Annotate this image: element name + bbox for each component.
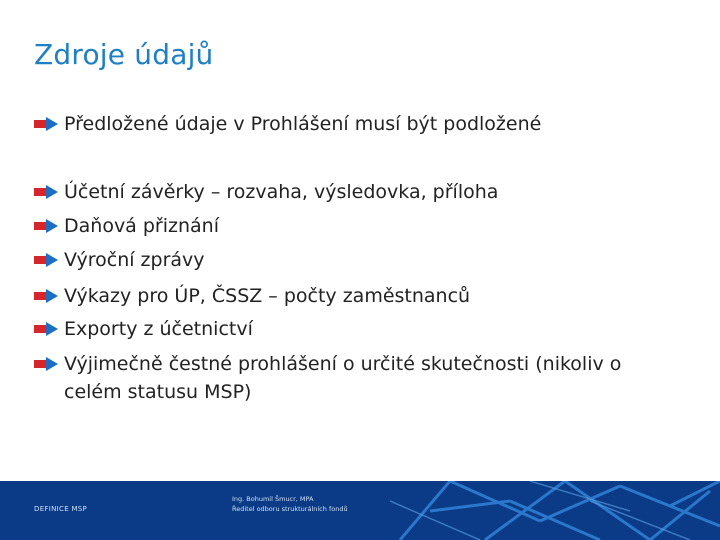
bullet-text: Výkazy pro ÚP, ČSSZ – počty zaměstnanců [64, 285, 471, 307]
arrow-right-icon [34, 357, 58, 371]
network-pattern-decoration [390, 481, 720, 540]
bullet-text: Výroční zprávy [64, 249, 205, 271]
arrow-right-icon [34, 219, 58, 233]
arrow-right-icon [34, 185, 58, 199]
arrow-right-icon [34, 253, 58, 267]
footer-section-label: DEFINICE MSP [34, 505, 88, 513]
bullet-text: Exporty z účetnictví [64, 318, 253, 340]
arrow-right-icon [34, 289, 58, 303]
author-name: Ing. Bohumil Šmucr, MPA [232, 495, 314, 503]
slide-title: Zdroje údajů [34, 38, 214, 71]
author-role: Ředitel odboru strukturálních fondů [232, 505, 348, 513]
arrow-right-icon [34, 322, 58, 336]
bullet-text: Účetní závěrky – rozvaha, výsledovka, příloha [64, 181, 499, 203]
arrow-right-icon [34, 117, 58, 131]
bullet-text: Předložené údaje v Prohlášení musí být podložené [64, 113, 542, 135]
bullet-text: Výjimečně čestné prohlášení o určité skutečnosti (nikoliv o celém statusu MSP) [64, 353, 622, 403]
bullet-text: Daňová přiznání [64, 215, 219, 237]
footer-bar [0, 481, 720, 540]
footer-author [232, 494, 348, 514]
